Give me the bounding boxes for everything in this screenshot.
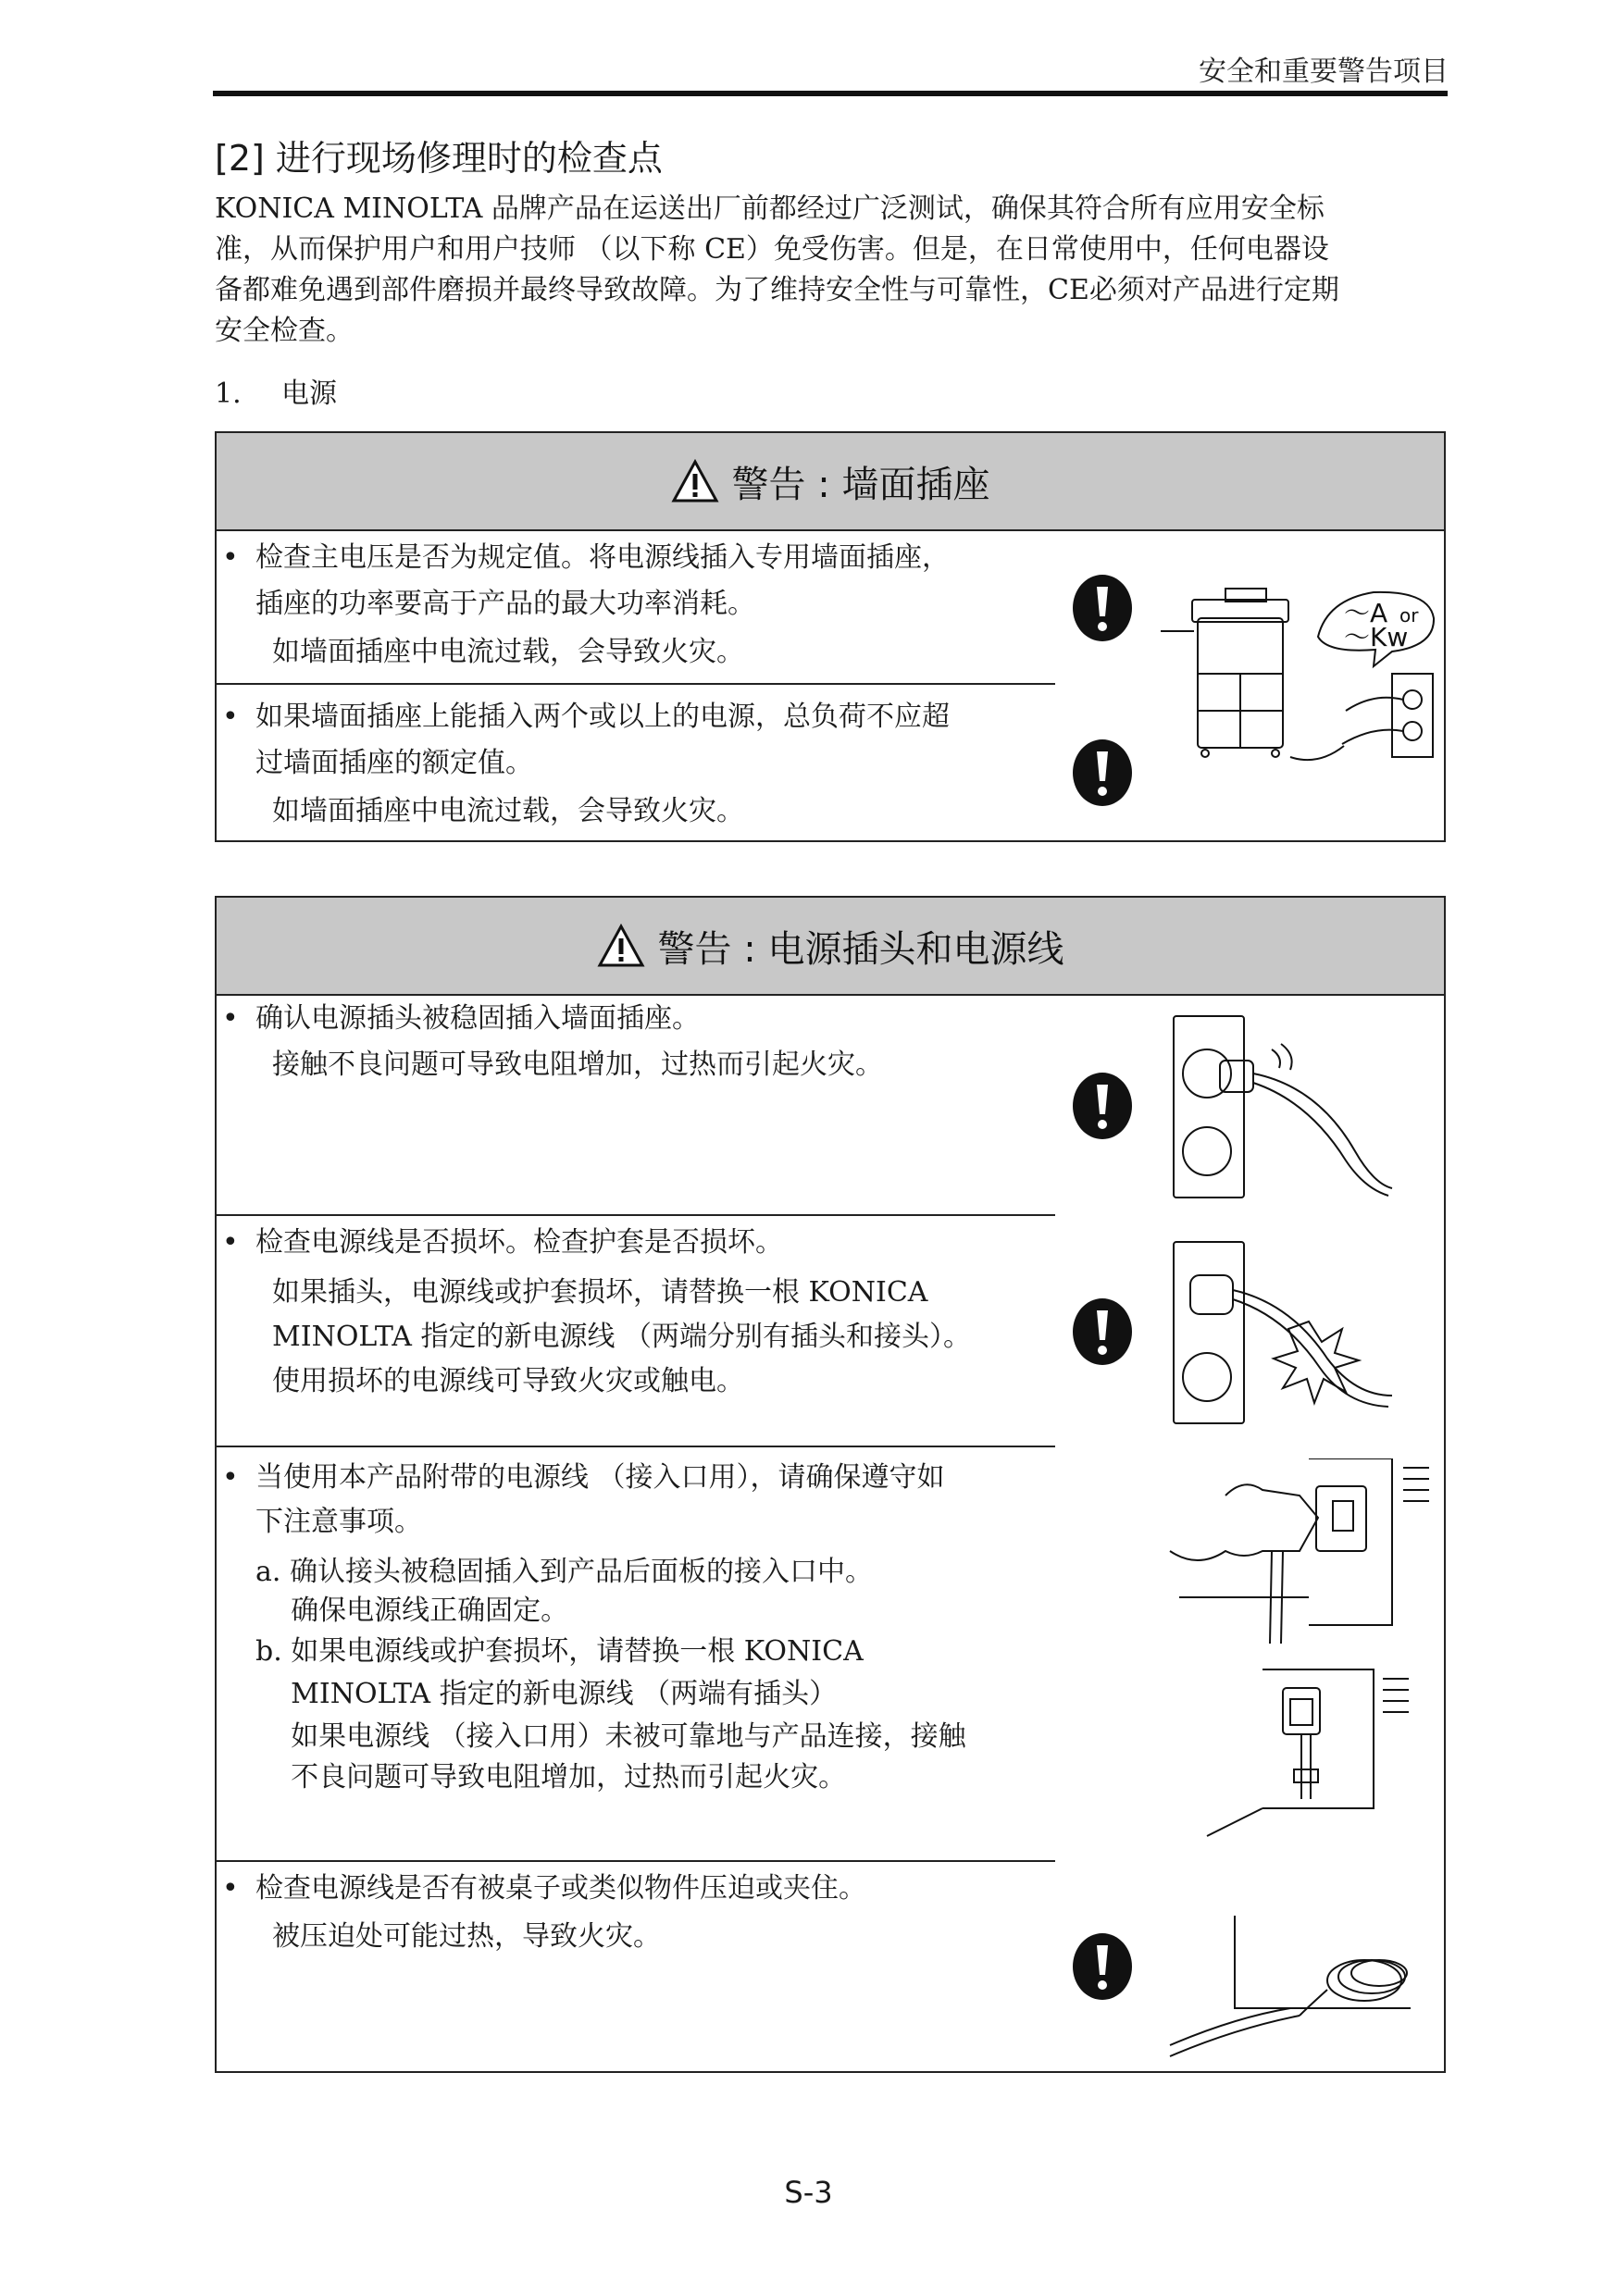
warning-box-power-plug [215,896,1446,2073]
row-text-line: 检查电源线是否有被桌子或类似物件压迫或夹住。 [255,1872,866,1905]
row-note: 确保电源线正确固定。 [255,1595,569,1627]
row-text-line: 检查电源线是否损坏。检查护套是否损坏。 [255,1226,783,1259]
row-note: b. 如果电源线或护套损坏，请替换一根 KONICA [255,1635,864,1668]
row-note: 如墙面插座中电流过载，会导致火灾。 [272,636,744,668]
bullet: • [222,701,239,733]
row-note: 使用损坏的电源线可导致火灾或触电。 [272,1365,744,1397]
illus-label-or: or [1399,604,1419,627]
row-text-line: 插座的功率要高于产品的最大功率消耗。 [255,588,755,620]
bullet: • [222,1872,239,1905]
plug-outlet-illustration [1170,1012,1429,1207]
inlet-cord-secured-illustration [1198,1660,1438,1845]
warning-box-header [217,433,1444,531]
row-text-line: 当使用本产品附带的电源线 （接入口用），请确保遵守如 [255,1461,945,1494]
inlet-connector-illustration [1161,1458,1438,1653]
pinched-cord-illustration [1161,1897,1438,2064]
row-text-line: 如果墙面插座上能插入两个或以上的电源，总负荷不应超 [255,701,950,733]
intro-paragraph [215,189,1448,352]
warning-box-header [217,898,1444,996]
warning-row [217,996,1059,1181]
mandatory-exclamation-icon [1072,1297,1133,1366]
mandatory-exclamation-icon [1072,738,1133,807]
copier-outlet-illustration [1161,581,1438,766]
row-note: 如果插头，电源线或护套损坏，请替换一根 KONICA [272,1276,928,1309]
list-number: 1. [215,378,242,410]
warning-triangle-icon [671,459,719,503]
warning-row [217,1218,1059,1421]
row-text-line: 检查主电压是否为规定值。将电源线插入专用墙面插座， [255,541,950,574]
list-label: 电源 [281,378,337,410]
list-item-power [215,370,337,411]
row-divider [217,683,1055,685]
intro-line: 备都难免遇到部件磨损并最终导致故障。为了维持安全性与可靠性，CE必须对产品进行定期 [215,274,1339,306]
warning-box-title: 警告 : 电源插头和电源线 [657,927,1064,971]
row-note: 被压迫处可能过热，导致火灾。 [272,1920,661,1953]
warning-row [217,687,1059,840]
intro-line: 准，从而保护用户和用户技师 （以下称 CE）免受伤害。但是，在日常使用中，任何电器设 [215,233,1329,266]
bullet: • [222,1002,239,1035]
damaged-cord-illustration [1170,1238,1429,1433]
page-number: S-3 [784,2175,833,2210]
warning-row [217,1864,1059,2067]
warning-triangle-icon [597,924,645,968]
row-divider [217,1214,1055,1216]
mandatory-exclamation-icon [1072,1072,1133,1140]
mandatory-exclamation-icon [1072,1932,1133,2001]
row-note: MINOLTA 指定的新电源线 （两端分别有插头和接头）。 [272,1321,971,1353]
warning-box-wall-outlet [215,431,1446,842]
mandatory-exclamation-icon [1072,574,1133,642]
bullet: • [222,1226,239,1259]
intro-line: KONICA MINOLTA 品牌产品在运送出厂前都经过广泛测试，确保其符合所有应用安全标 [215,192,1325,225]
warning-box-title: 警告 : 墙面插座 [731,463,990,506]
row-divider [217,1446,1055,1447]
row-note: 接触不良问题可导致电阻增加，过热而引起火灾。 [272,1049,883,1081]
row-note: MINOLTA 指定的新电源线 （两端有插头） [255,1678,838,1710]
warning-row [217,1449,1059,1838]
header-text: 安全和重要警告项目 [1199,56,1449,88]
illus-label-kw: ～Kw [1344,622,1409,652]
illus-label-a: ～A [1344,598,1388,628]
header-rule [213,91,1448,96]
row-note: 如果电源线 （接入口用）未被可靠地与产品连接，接触 [255,1720,966,1753]
row-note: 不良问题可导致电阻增加，过热而引起火灾。 [255,1761,847,1793]
bullet: • [222,541,239,574]
intro-line: 安全检查。 [215,315,354,347]
row-note: 如墙面插座中电流过载，会导致火灾。 [272,795,744,827]
row-note: a. 确认接头被稳固插入到产品后面板的接入口中。 [255,1556,873,1588]
section-title: [2] 进行现场修理时的检查点 [215,138,663,179]
bullet: • [222,1461,239,1494]
row-divider [217,1860,1055,1862]
row-text-line: 下注意事项。 [255,1506,422,1538]
row-text-line: 过墙面插座的额定值。 [255,747,533,779]
row-text-line: 确认电源插头被稳固插入墙面插座。 [255,1002,700,1035]
warning-row [217,531,1059,689]
